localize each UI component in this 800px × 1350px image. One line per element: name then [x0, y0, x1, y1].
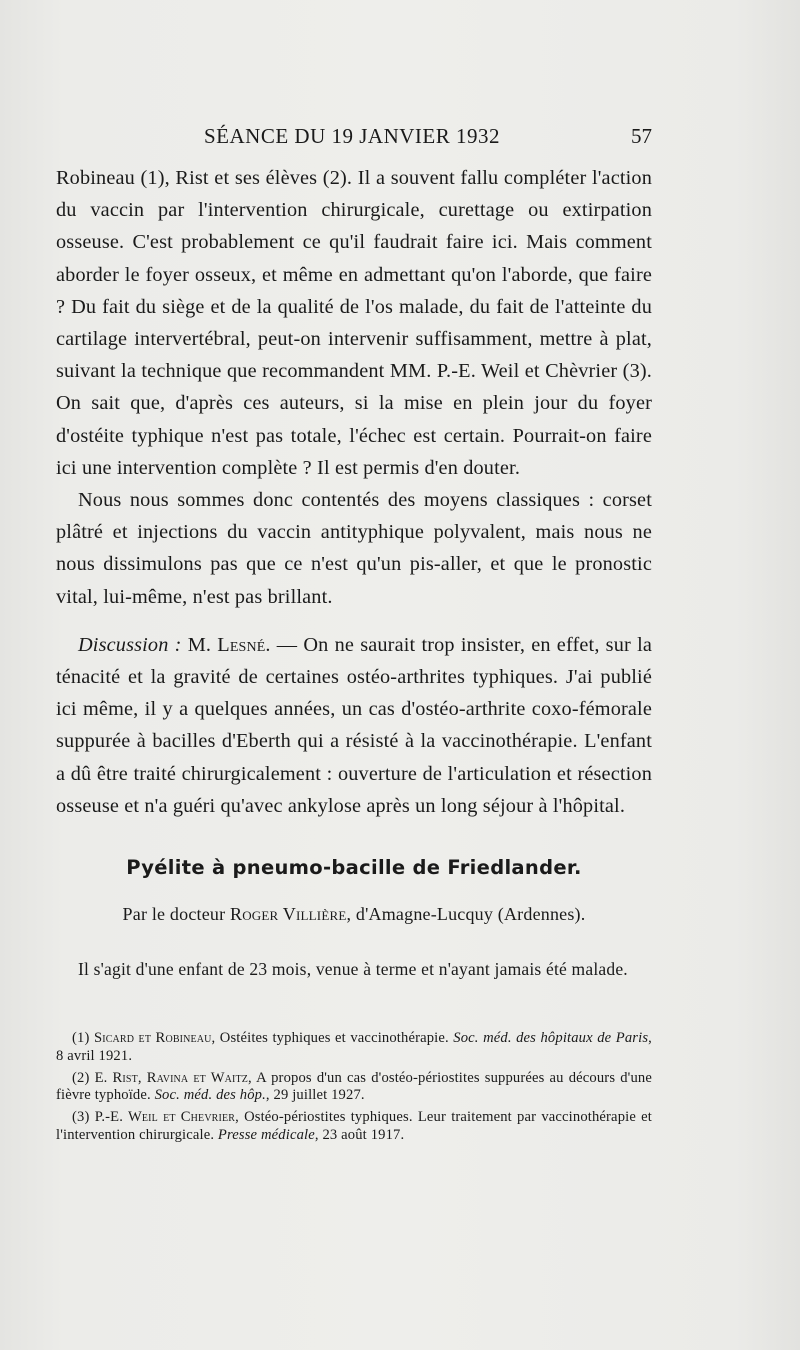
- footnote-journal: Soc. méd. des hôpitaux de Paris: [453, 1030, 649, 1046]
- footnote-authors: Sicard et Robineau: [93, 1030, 212, 1046]
- discussion-speaker: M. Lesné.: [187, 633, 271, 656]
- footnote-number: (2): [72, 1069, 90, 1086]
- footnote-1: [56, 1030, 652, 1066]
- footnote-authors: P.-E. Weil et Chevrier: [94, 1109, 236, 1126]
- paragraph-2: Nous nous sommes donc contentés des moyens classiques : corset plâtré et injections du vaccin antityphique polyvalent, mais nous ne nous dissimulons pas que ce n'est qu'un pis-aller, et que le pronostic vital, lui-même, n'est pas brillant.: [56, 489, 652, 608]
- page-header: [56, 124, 652, 154]
- footnote-number: (1): [72, 1030, 90, 1046]
- footnote-date: , 23 août 1917.: [314, 1126, 405, 1143]
- footnote-text: , Ostéo-périostites typhiques. Leur traitement par vaccinothérapie et l'intervention chirurgicale.: [56, 1109, 653, 1143]
- footnotes: [56, 1030, 652, 1149]
- case-intro: [56, 958, 652, 980]
- byline-author: Roger Villière: [230, 904, 347, 924]
- discussion-text: — On ne saurait trop insister, en effet, sur la ténacité et la gravité de certaines ostéo-arthrites typhiques. J'ai publié ici même, il y a quelques années, un cas d'ostéo-arthrite coxo-fémorale suppurée à bacilles d'Eberth qui a résisté à la vaccinothérapie. L'enfant a dû être traité chirurgicalement : ouverture de l'articulation et résection osseuse et n'a guéri qu'avec ankylose après un long séjour à l'hôpital.: [56, 633, 653, 817]
- byline-prefix: Par le docteur: [122, 904, 231, 924]
- byline-suffix: , d'Amagne-Lucquy (Ardennes).: [346, 904, 586, 924]
- footnote-3: [56, 1109, 652, 1145]
- footnote-date: , 8 avril 1921.: [56, 1030, 652, 1064]
- page-number: 57: [631, 124, 652, 148]
- footnote-journal: Soc. méd. des hôp.: [154, 1087, 266, 1104]
- section-title: Pyélite à pneumo-bacille de Friedlander.: [126, 856, 582, 879]
- running-head: SÉANCE DU 19 JANVIER 1932: [204, 124, 500, 148]
- paragraph-1: Robineau (1), Rist et ses élèves (2). Il a souvent fallu compléter l'action du vaccin par l'intervention chirurgicale, curettage ou extirpation osseuse. C'est probablement ce qu'il faudrait faire ici. Mais comment aborder le foyer osseux, et même en admettant qu'on l'aborde, que faire ? Du fait du siège et de la qualité de l'os malade, du fait de l'atteinte du cartilage intervertébral, peut-on intervenir suffisamment, mettre à plat, suivant la technique que recommandent MM. P.-E. Weil et Chèvrier (3). On sait que, d'après ces auteurs, si la mise en plein jour du foyer d'ostéite typhique n'est pas totale, l'échec est certain. Pourrait-on faire ici une intervention complète ? Il est permis d'en douter.: [56, 167, 652, 479]
- discussion-paragraph: [56, 629, 652, 822]
- footnote-text: , A propos d'un cas d'ostéo-périostites suppurées au décours d'une fièvre typhoïde.: [56, 1069, 652, 1104]
- footnote-text: , Ostéites typhiques et vaccinothérapie.: [211, 1030, 454, 1046]
- footnote-authors: E. Rist, Ravina et Waitz: [94, 1069, 249, 1086]
- footnote-2: [56, 1070, 652, 1106]
- footnote-journal: Presse médicale: [217, 1126, 315, 1143]
- intro-paragraph: Il s'agit d'une enfant de 23 mois, venue à terme et n'ayant jamais été malade.: [78, 959, 628, 979]
- footnote-date: , 29 juillet 1927.: [265, 1087, 365, 1104]
- discussion-label: Discussion :: [78, 633, 182, 656]
- byline: [56, 904, 652, 925]
- footnote-number: (3): [72, 1109, 90, 1126]
- body-text: [56, 162, 652, 822]
